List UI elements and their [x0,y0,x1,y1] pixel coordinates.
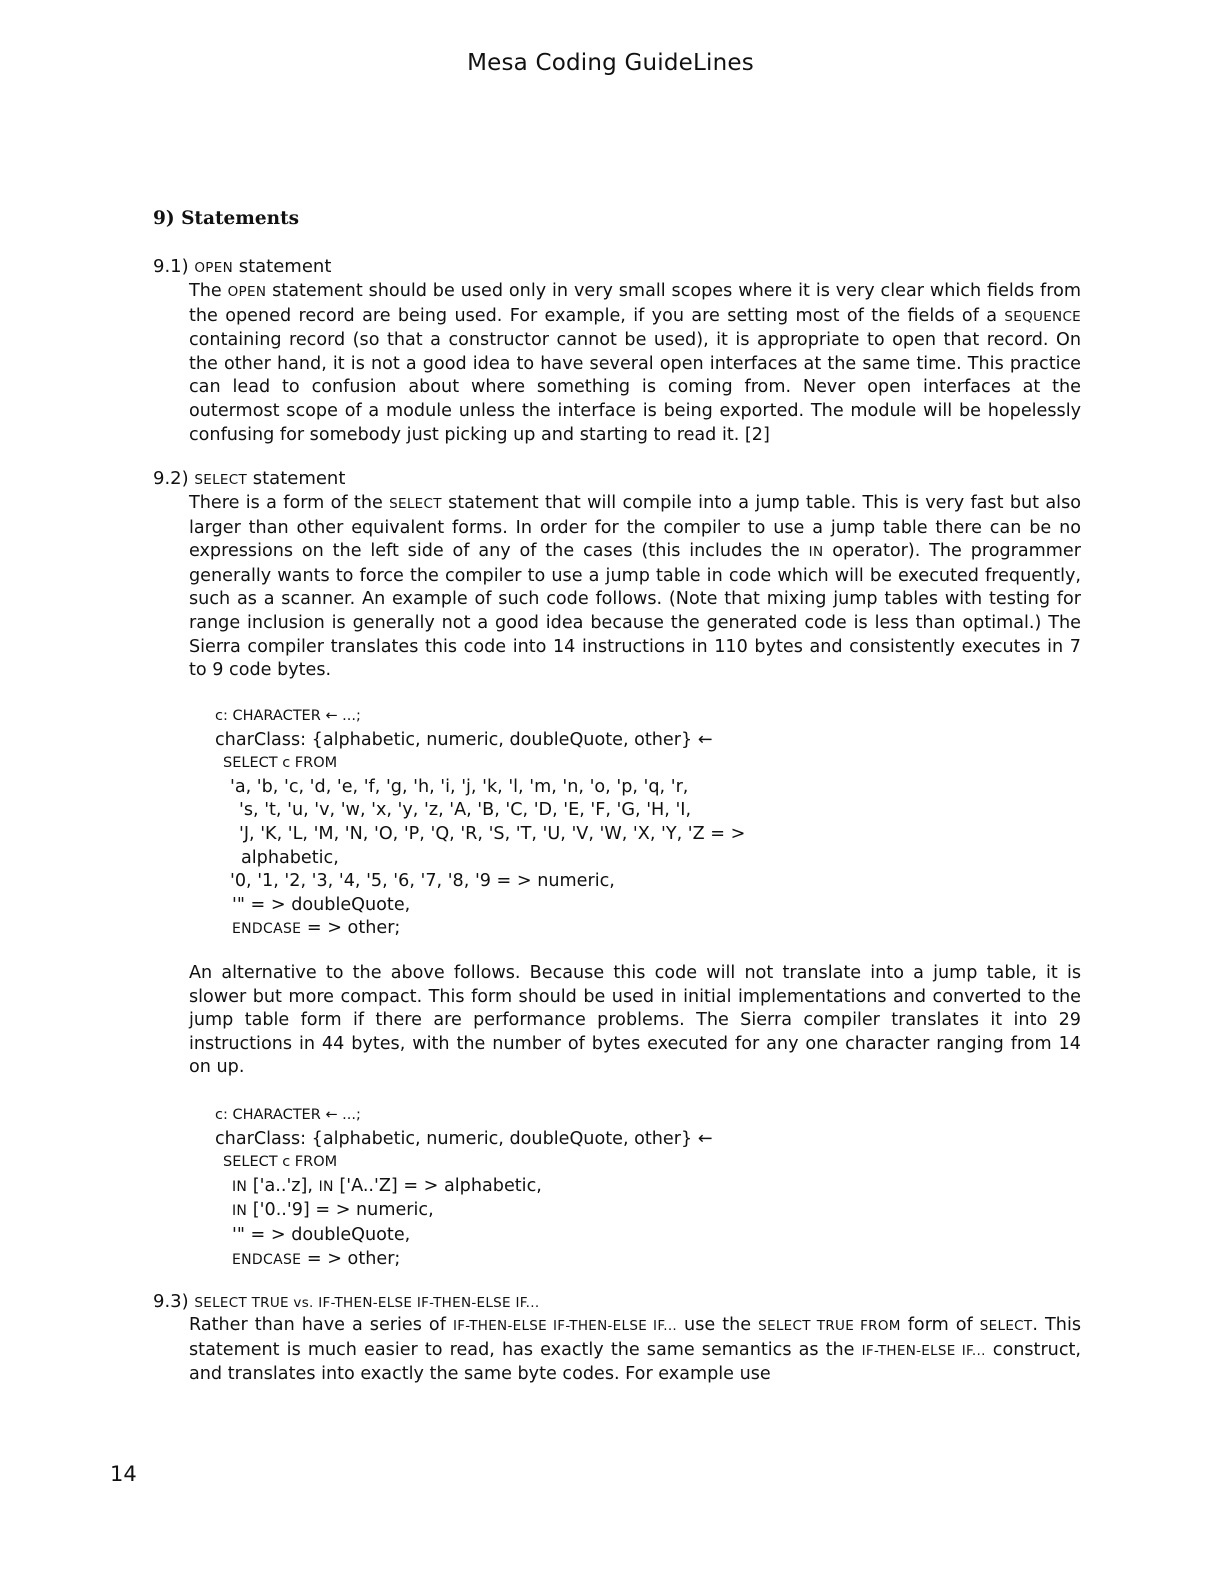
running-header: Mesa Coding GuideLines [467,50,754,76]
paragraph-open-statement [189,280,1081,447]
keyword: IN [318,1178,334,1195]
code-line [215,1199,915,1224]
code-line: SELECT c FROM [223,755,338,772]
keyword: IF-THEN-ELSE IF-THEN-ELSE IF... [452,1318,678,1334]
code-line: alphabetic, [241,847,339,868]
text-run: operator). The programmer generally wants to force the compiler to use a jump table in code which will be executed frequently, such as a scanner. An example of such code follows. (Note that mixing jump tables with testing for range inclusion is generally not a good idea because the generated code is less than optimal.) The Sierra compiler translates this code into 14 instructions in 110 bytes and consistently executes in 7 to 9 code bytes. [189,541,1081,681]
keyword: ENDCASE [232,1251,302,1268]
section-title: 9) Statements [153,208,300,229]
subsection-heading-9-2 [153,468,345,489]
text-run: ['a..'z], [247,1175,319,1196]
keyword: SELECT [979,1318,1033,1334]
text-run: ['0..'9] = > numeric, [247,1200,434,1221]
keyword: IN [232,1203,248,1220]
code-line [215,1248,915,1273]
text-run: = > other; [301,1248,401,1269]
text-run: There is a form of the [189,493,390,513]
subsection-heading-9-3 [153,1291,539,1312]
paragraph-alternative: An alternative to the above follows. Because this code will not translate into a jump table, it is slower but more compact. This form should be used in initial implementations and converted to the jump table form if there are performance problems. The Sierra compiler translates it into 29 instructions in 44 bytes, with the number of bytes executed for any one character ranging from 14 on up. [189,963,1081,1078]
code-block-jump-table [215,705,915,942]
text-run: use the [677,1315,759,1335]
text-run: Rather than have a series of [189,1315,453,1335]
keyword: OPEN [227,284,267,300]
text-run: The [189,281,228,301]
keyword: SELECT TRUE vs. IF-THEN-ELSE IF-THEN-ELSE IF... [194,1295,540,1311]
keyword: SEQUENCE [1004,308,1081,325]
code-line: charClass: {alphabetic, numeric, doubleQuote, other} ← [215,1128,713,1149]
keyword: ENDCASE [232,921,302,938]
keyword: IF-THEN-ELSE IF... [861,1342,986,1359]
code-line: 's, 't, 'u, 'v, 'w, 'x, 'y, 'z, 'A, 'B, 'C, 'D, 'E, 'F, 'G, 'H, 'I, [239,800,692,821]
text-run: . This statement is much easier to read, has exactly the same semantics as the [189,1315,1082,1360]
text-run: containing record (so that a constructor cannot be used), it is appropriate to open that record. On the other hand, it is not a good idea to have several open interfaces at the same time. This practice can lead to confusion about where something is coming from. Never open interfaces at the outermost scope of a module unless the interface is being exported. The module will be hopelessly confusing for somebody just picking up and starting to read it. [2] [189,330,1081,445]
text-run: statement should be used only in very small scopes where it is very clear which fields from the opened record are being used. For example, if you are setting most of the fields of a [189,281,1081,326]
subsection-heading-9-1 [153,256,331,277]
subsection-number: 9.2) [153,468,195,489]
code-line [215,1175,915,1200]
code-block-compact [215,1104,915,1272]
keyword: SELECT TRUE FROM [758,1318,901,1334]
subsection-number: 9.1) [153,256,195,277]
paragraph-select-true [189,1314,1081,1387]
code-line: '" = > doubleQuote, [232,1224,411,1245]
code-line [215,917,915,942]
keyword: IN [808,544,824,561]
text-run: = > other; [301,918,401,939]
code-line: 'J, 'K, 'L, 'M, 'N, 'O, 'P, 'Q, 'R, 'S, 'T, 'U, 'V, 'W, 'X, 'Y, 'Z = > [239,823,746,844]
code-line: c: CHARACTER ← ...; [215,708,361,724]
code-line: 'a, 'b, 'c, 'd, 'e, 'f, 'g, 'h, 'i, 'j, 'k, 'l, 'm, 'n, 'o, 'p, 'q, 'r, [230,776,689,797]
subsection-label: statement [232,256,332,277]
code-line: '" = > doubleQuote, [232,894,411,915]
paragraph-select-statement [189,492,1081,683]
keyword: SELECT [194,472,247,488]
text-run: ['A..'Z] = > alphabetic, [333,1175,542,1196]
code-line: c: CHARACTER ← ...; [215,1107,361,1123]
keyword: IN [232,1178,248,1195]
code-line: charClass: {alphabetic, numeric, doubleQuote, other} ← [215,729,713,750]
text-run: construct, and translates into exactly the same byte codes. For example use [189,1339,1081,1385]
text-run: statement that will compile into a jump table. This is very fast but also larger than other equivalent forms. In order for the compiler to use a jump table there can be no expressions on the left side of any of the cases (this includes the [189,493,1081,562]
subsection-number: 9.3) [153,1291,195,1312]
code-line: SELECT c FROM [223,1154,338,1171]
subsection-label: statement [247,468,346,489]
keyword: OPEN [194,260,233,276]
page-number: 14 [110,1462,137,1486]
code-line: '0, '1, '2, '3, '4, '5, '6, '7, '8, '9 = > numeric, [230,871,615,892]
text-run: form of [900,1315,980,1335]
keyword: SELECT [389,496,442,512]
